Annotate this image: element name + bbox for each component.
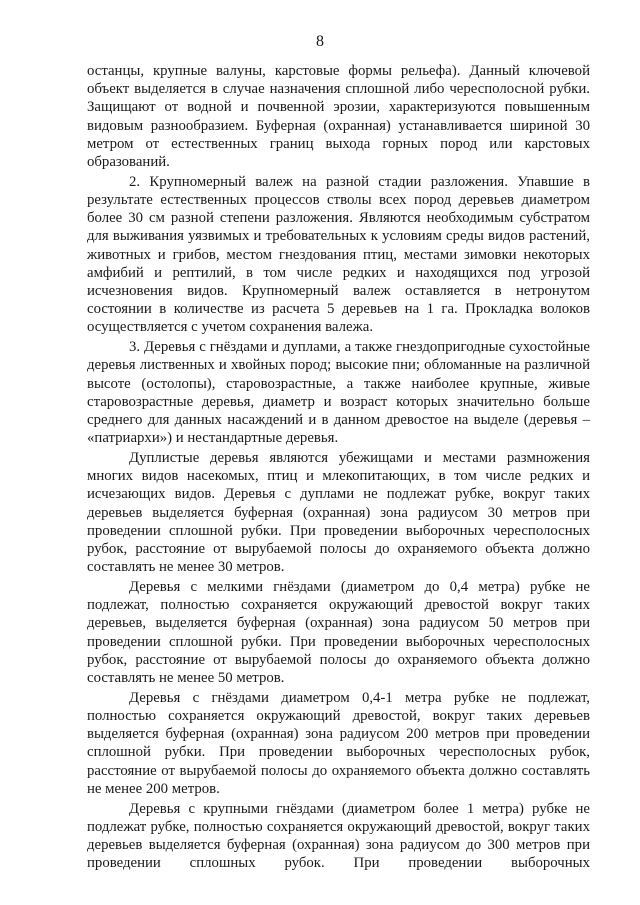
- paragraph-hollow-trees: Дуплистые деревья являются убежищами и местами размножения многих видов насекомых, птиц и млекопитающих, в том числе редких и исчезающих видов. Деревья с дуплами не подлежат рубке, вокруг таких деревьев выделяется буферная (охранная) зона радиусом 30 метров при проведении сплошной рубки. При проведении выборочных чересполосных рубок, расстояние от вырубаемой полосы до охраняемого объекта должно составлять не менее 30 метров.: [87, 450, 590, 576]
- document-body: [87, 62, 590, 874]
- paragraph-nest-trees: 3. Деревья с гнёздами и дуплами, а также гнездопригодные сухостойные деревья лиственных и хвойных пород; высокие пни; обломанные на различной высоте (остолопы), старовозрастные, а также наиболее крупные, живые старовозрастные деревья, диаметр и возраст которых значительно больше среднего для данных насаждений и в данном древостое на выделе (деревья – «патриархи») и нестандартные деревья.: [87, 339, 590, 447]
- page-number: 8: [316, 33, 324, 50]
- paragraph-small-nests: Деревья с мелкими гнёздами (диаметром до 0,4 метра) рубке не подлежат, полностью сохраняется окружающий древостой вокруг таких деревьев, выделяется буферная (охранная) зона радиусом 50 метров при проведении сплошной рубки. При проведении выборочных чересполосных рубок, расстояние от вырубаемой полосы до охраняемого объекта должно составлять не менее 50 метров.: [87, 579, 590, 687]
- paragraph-continuation: останцы, крупные валуны, карстовые формы рельефа). Данный ключевой объект выделяется в случае назначения сплошной либо чересполосной рубки. Защищают от водной и почвенной эрозии, характеризуются повышенным видовым разнообразием. Буферная (охранная) устанавливается шириной 30 метром от естественных границ выхода горных пород или карстовых образований.: [87, 63, 590, 171]
- paragraph-large-deadwood: 2. Крупномерный валеж на разной стадии разложения. Упавшие в результате естественных процессов стволы всех пород деревьев диаметром более 30 см разной степени разложения. Являются необходимым субстратом для выживания уязвимых и требовательных к условиям среды видов растений, животных и грибов, местом гнездования птиц, местами зимовки некоторых амфибий и рептилий, в том числе редких и находящихся под угрозой исчезновения видов. Крупномерный валеж оставляется в нетронутом состоянии в количестве из расчета 5 деревьев на 1 га. Прокладка волоков осуществляется с учетом сохранения валежа.: [87, 173, 590, 336]
- paragraph-large-nests: Деревья с крупными гнёздами (диаметром более 1 метра) рубке не подлежат рубке, полностью сохраняется окружающий древостой, вокруг таких деревьев выделяется буферная (охранная) зона радиусом до 300 метров при проведении сплошных рубок. При проведении выборочных: [87, 800, 590, 872]
- paragraph-medium-nests: Деревья с гнёздами диаметром 0,4-1 метра рубке не подлежат, полностью сохраняется окружающий древостой, вокруг таких деревьев выделяется буферная (охранная) зона радиусом 200 метров при проведении сплошной рубки. При проведении выборочных чересполосных рубок, расстояние от вырубаемой полосы до охраняемого объекта должно составлять не менее 200 метров.: [87, 689, 590, 797]
